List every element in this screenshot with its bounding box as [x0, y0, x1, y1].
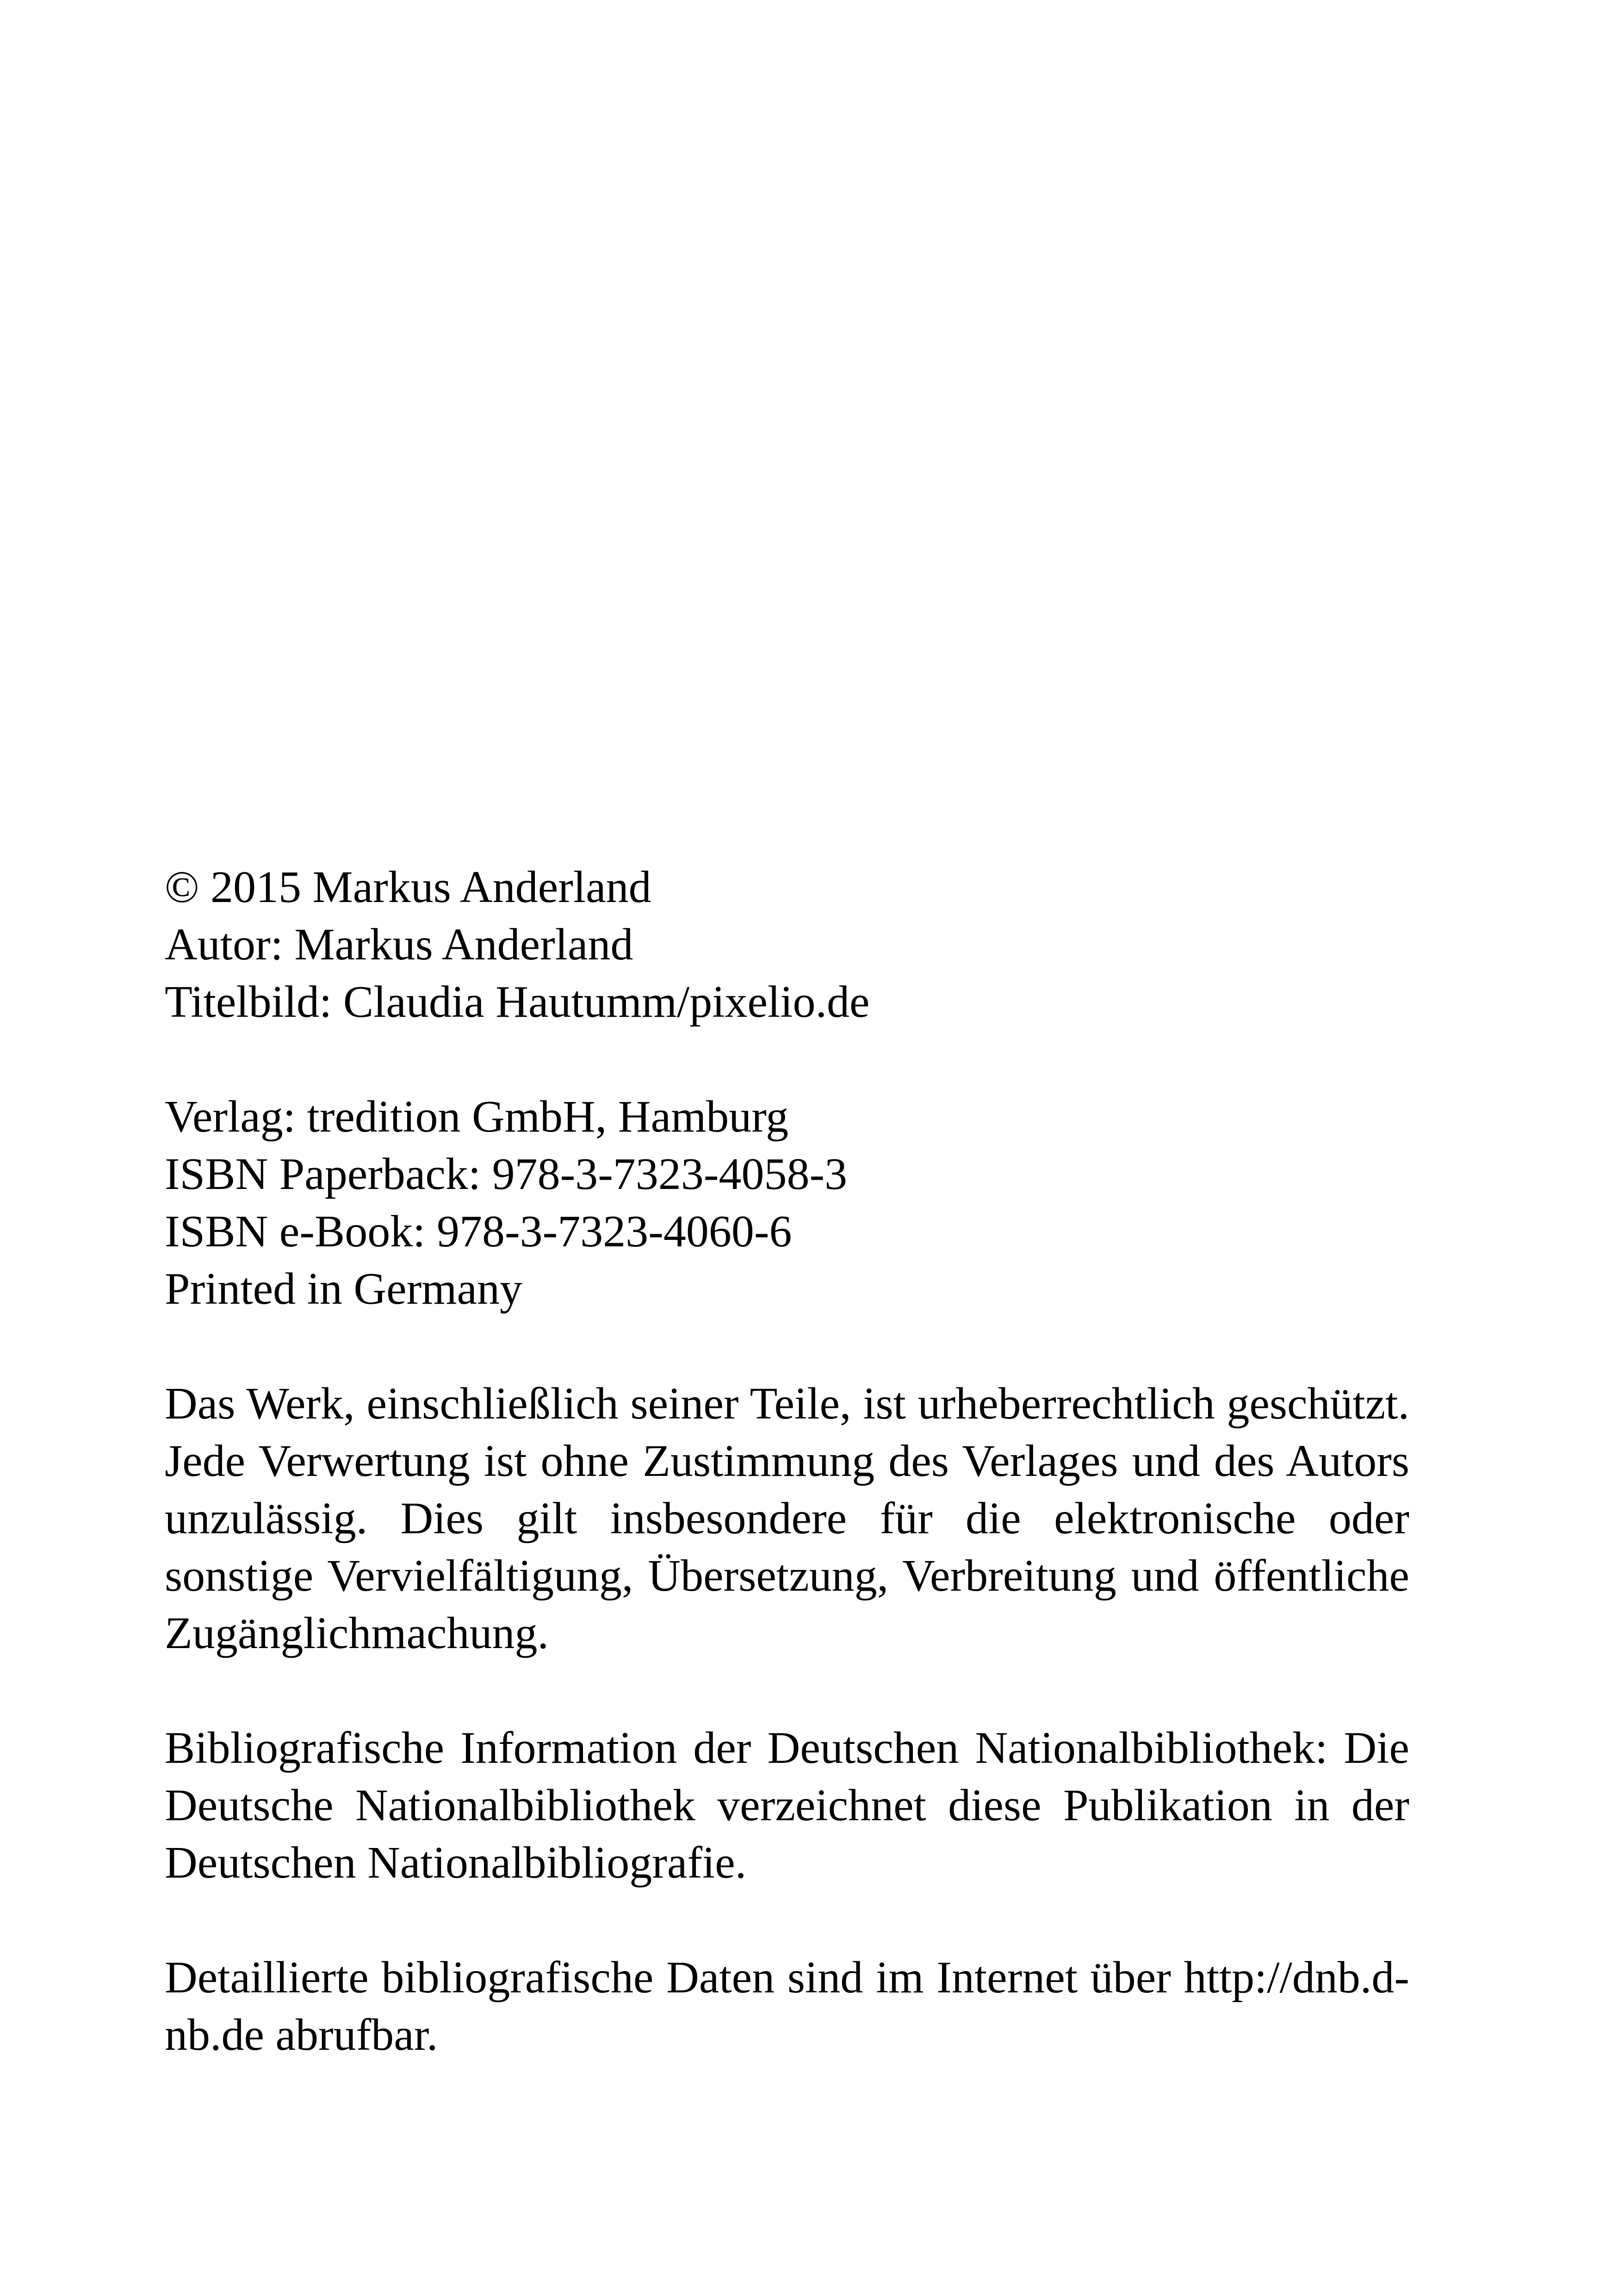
cover-image-credit: Titelbild: Claudia Hautumm/pixelio.de — [165, 977, 870, 1027]
bibliographic-data-paragraph: Detaillierte bibliografische Daten sind im Internet über http://dnb.d-nb.de abrufbar. — [165, 1953, 1409, 2060]
publication-block — [165, 1088, 1409, 1318]
rights-notice-paragraph: Das Werk, einschließlich seiner Teile, ist urheberrechtlich geschützt. Jede Verwertung ist ohne Zustimmung des Verlages und des Autors unzulässig. Dies gilt insbesondere für die elektronische oder sonstige Vervielfältigung, Übersetzung, Verbreitung und öffentliche Zugänglichmachung. — [165, 1379, 1409, 1658]
printed-in-line: Printed in Germany — [165, 1264, 522, 1314]
imprint-content — [165, 859, 1409, 2064]
copyright-line: © 2015 Markus Anderland — [165, 862, 651, 912]
isbn-paperback-line: ISBN Paperback: 978-3-7323-4058-3 — [165, 1149, 848, 1199]
bibliographic-info-paragraph: Bibliografische Information der Deutschen Nationalbibliothek: Die Deutsche Nationalbibliothek verzeichnet diese Publikation in der Deutschen Nationalbibliografie. — [165, 1723, 1409, 1888]
isbn-ebook-line: ISBN e-Book: 978-3-7323-4060-6 — [165, 1207, 792, 1257]
colophon-block — [165, 859, 1409, 1031]
author-line: Autor: Markus Anderland — [165, 920, 633, 970]
publisher-line: Verlag: tredition GmbH, Hamburg — [165, 1092, 789, 1142]
